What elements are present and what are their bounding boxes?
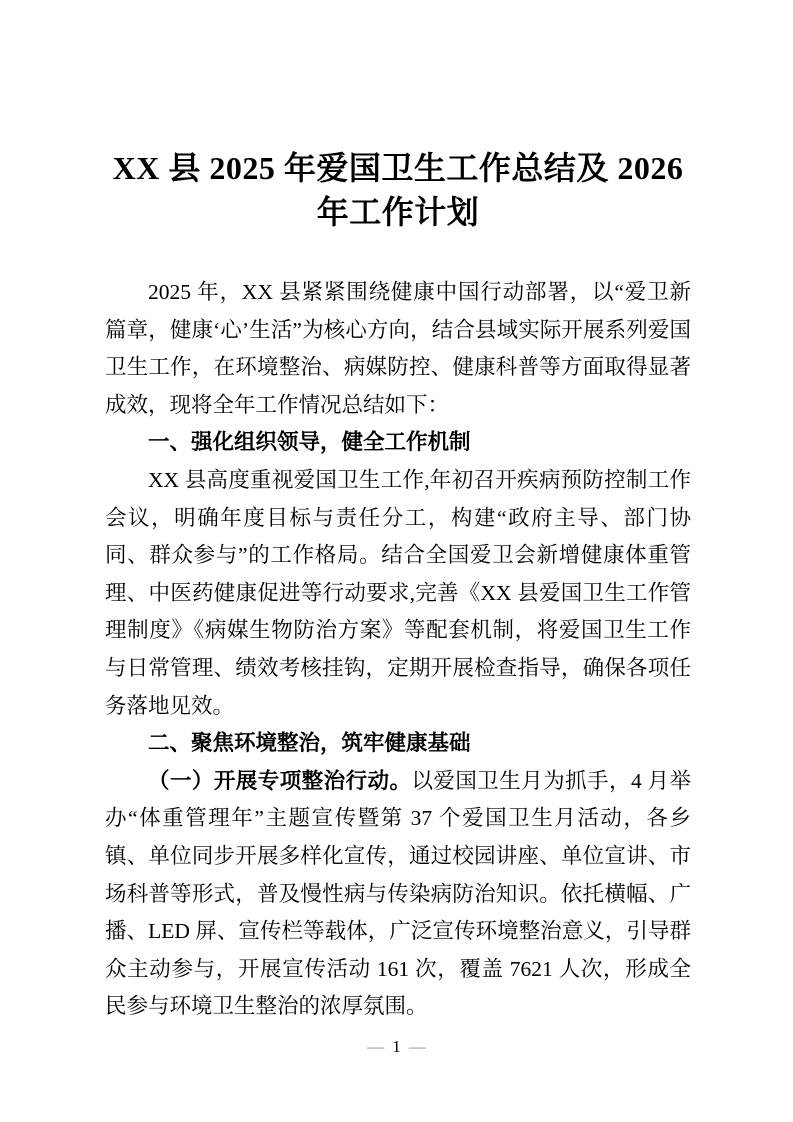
subsection-1-body: 以爱国卫生月为抓手，4 月举办“体重管理年”主题宣传暨第 37 个爱国卫生月活动，各乡镇、单位同步开展多样化宣传，通过校园讲座、单位宣讲、市场科普等形式，普及慢性病与传染病防治知识。依托横幅、广播、LED 屏、宣传栏等载体，广泛宣传环境整治意义，引导群众主动参与，开展宣传活动 161 次，覆盖 7621 人次，形成全民参与环境卫生整治的浓厚氛围。 [105,768,691,1019]
section-1-body: XX 县高度重视爱国卫生工作,年初召开疾病预防控制工作会议，明确年度目标与责任分工，构建“政府主导、部门协同、群众参与”的工作格局。结合全国爱卫会新增健康体重管理、中医药健康促进等行动要求,完善《XX 县爱国卫生工作管理制度》《病媒生物防治方案》等配套机制，将爱国卫生工作与日常管理、绩效考核挂钩，定期开展检查指导，确保各项任务落地见效。 [105,467,691,718]
section-2-subsection-1 [105,763,691,1026]
document-content [105,146,691,1026]
document-title: XX 县 2025 年爱国卫生工作总结及 2026 年工作计划 [112,150,684,230]
intro-paragraph: 2025 年，XX 县紧紧围绕健康中国行动部署，以“爱卫新篇章，健康‘心’生活”为核心方向，结合县域实际开展系列爱国卫生工作，在环境整治、病媒防控、健康科普等方面取得显著成效，现将全年工作情况总结如下： [105,280,691,417]
footer-left-dash: — [367,1037,385,1056]
subsection-1-lead: （一）开展专项整治行动。 [148,768,412,793]
footer-right-dash: — [408,1037,426,1056]
page-number: 1 [392,1037,401,1056]
page-footer [0,1036,793,1058]
section-2-heading: 二、聚焦环境整治，筑牢健康基础 [148,731,471,756]
section-1-heading: 一、强化组织领导，健全工作机制 [148,430,471,455]
